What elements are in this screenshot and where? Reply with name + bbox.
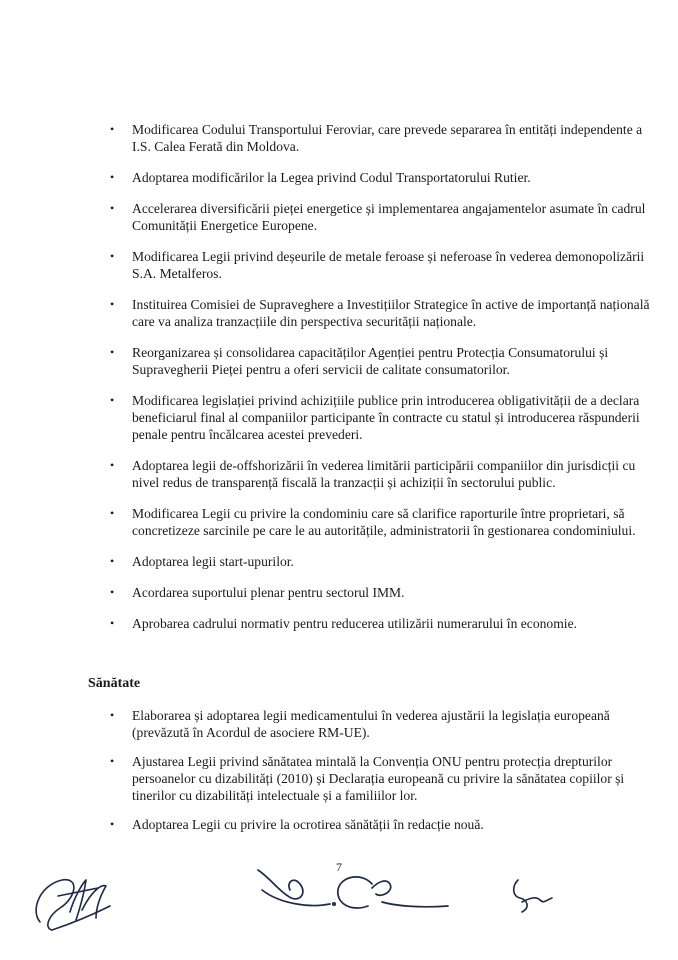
list-item [110, 248, 655, 282]
signatures [0, 850, 678, 940]
economy-measures-list [110, 121, 655, 646]
list-item-text: Adoptarea legii de-offshorizării în vederea limitării participării companiilor din jurisdicții cu nivel redus de transparență fiscală la tranzacții și achiziții în sectorului public. [132, 458, 636, 490]
list-item-text: Reorganizarea și consolidarea capacităților Agenției pentru Protecția Consumatorului și Supravegherii Pieței pentru a oferi servicii de calitate consumatorilor. [132, 345, 609, 377]
list-item [110, 615, 655, 632]
list-item-text: Elaborarea și adoptarea legii medicamentului în vederea ajustării la legislația europeană (prevăzută în Acordul de asociere RM-UE). [132, 708, 610, 740]
list-item-text: Ajustarea Legii privind sănătatea mintală la Convenția ONU pentru protecția drepturilor persoanelor cu dizabilități (2010) și Declarația europeană cu privire la sănătatea copiilor și tinerilor cu dizabilități intelectuale și a familiilor lor. [132, 754, 625, 803]
list-item-text: Acordarea suportului plenar pentru sectorul IMM. [132, 585, 405, 600]
list-item [110, 457, 655, 491]
bullet-icon: • [110, 393, 115, 407]
list-item [110, 707, 655, 741]
bullet-icon: • [110, 345, 115, 359]
list-item [110, 584, 655, 601]
signature-center [258, 870, 448, 908]
bullet-icon: • [110, 754, 115, 768]
list-item-text: Adoptarea legii start-upurilor. [132, 554, 294, 569]
list-item [110, 392, 655, 443]
bullet-icon: • [110, 616, 115, 630]
list-item [110, 816, 655, 833]
list-item-text: Adoptarea Legii cu privire la ocrotirea sănătății în redacție nouă. [132, 817, 484, 832]
bullet-icon: • [110, 297, 115, 311]
list-item-text: Modificarea Codului Transportului Feroviar, care prevede separarea în entități independente a I.S. Calea Ferată din Moldova. [132, 122, 643, 154]
list-item [110, 505, 655, 539]
signature-left [36, 880, 110, 930]
bullet-icon: • [110, 506, 115, 520]
list-item [110, 753, 655, 804]
list-item [110, 169, 655, 186]
list-item-text: Accelerarea diversificării pieței energetice și implementarea angajamentelor asumate în cadrul Comunității Energetice Europene. [132, 201, 646, 233]
list-item [110, 344, 655, 378]
health-measures-list [110, 707, 655, 845]
list-item-text: Aprobarea cadrului normativ pentru reducerea utilizării numerarului în economie. [132, 616, 578, 631]
signature-right [514, 880, 552, 912]
list-item-text: Instituirea Comisiei de Supraveghere a Investițiilor Strategice în active de importanță națională care va analiza tranzacțiile din perspectiva securității naționale. [132, 297, 650, 329]
list-item-text: Modificarea Legii cu privire la condominiu care să clarifice raporturile între proprietari, să concretizeze sarcinile pe care le au autoritățile, administratorii în gestionarea condominiului. [132, 506, 636, 538]
list-item [110, 553, 655, 570]
section-heading-sanatate: Sănătate [88, 676, 141, 691]
list-item [110, 200, 655, 234]
bullet-icon: • [110, 201, 115, 215]
list-item-text: Modificarea Legii privind deșeurile de metale feroase și neferoase în vederea demonopolizării S.A. Metalferos. [132, 249, 645, 281]
bullet-icon: • [110, 458, 115, 472]
page-number: 7 [336, 860, 342, 874]
bullet-icon: • [110, 122, 115, 136]
list-item [110, 121, 655, 155]
bullet-icon: • [110, 817, 115, 831]
list-item [110, 296, 655, 330]
bullet-icon: • [110, 170, 115, 184]
list-item-text: Adoptarea modificărilor la Legea privind Codul Transportatorului Rutier. [132, 170, 531, 185]
bullet-icon: • [110, 585, 115, 599]
list-item-text: Modificarea legislației privind achizițiile publice prin introducerea obligativității de a declara beneficiarul final al companiilor participante în contracte cu statul și introducerea răspunderii penale pentru încălcarea acestei prevederi. [132, 393, 640, 442]
bullet-icon: • [110, 249, 115, 263]
bullet-icon: • [110, 708, 115, 722]
bullet-icon: • [110, 554, 115, 568]
